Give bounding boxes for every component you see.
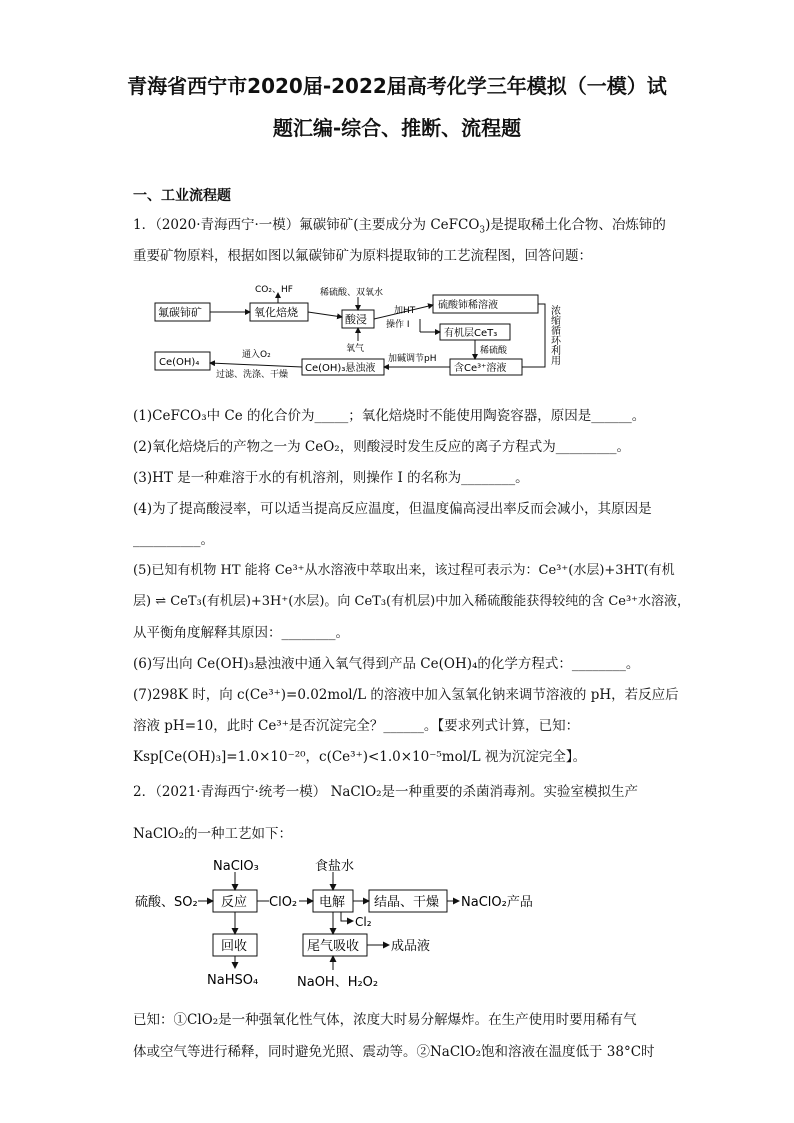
flow1-organic: 有机层CeT₃: [444, 328, 498, 339]
flow2-brine: 食盐水: [315, 859, 355, 874]
flow2-clo2: ClO₂: [269, 895, 298, 910]
q1-part1: (1)CeFCO₃中 Ce 的化合价为_____；氧化焙烧时不能使用陶瓷容器，原因是______。: [133, 408, 646, 424]
flow2-recover: 回收: [221, 939, 248, 954]
flow1-adjust: 加碱调节pH: [388, 354, 437, 364]
flow1-ore: 氟碳铈矿: [158, 306, 202, 319]
q2-known-line2: 体或空气等进行稀释，同时避免光照、震动等。②NaClO₂饱和溶液在温度低于 38°C时: [133, 1044, 655, 1060]
q2-known-line1: 已知：①ClO₂是一种强氧化性气体，浓度大时易分解爆炸。在生产使用时要用稀有气: [133, 1012, 637, 1028]
page-title-line1: 青海省西宁市2020届-2022届高考化学三年模拟（一模）试: [127, 74, 667, 98]
q1-part3: (3)HT 是一种难溶于水的有机溶剂，则操作 I 的名称为________。: [133, 470, 529, 486]
flow2-nahso4: NaHSO₄: [207, 973, 259, 988]
section-heading: 一、工业流程题: [133, 188, 231, 204]
flow1-ce3sol: 含Ce³⁺溶液: [454, 363, 507, 374]
flow1-co2hf: CO₂、HF: [255, 285, 293, 295]
q1-intro-line1: 1．（2020·青海西宁·一模）氟碳铈矿(主要成分为 CeFCO$_3$)是提取稀土化合物、冶炼铈的: [133, 217, 666, 236]
flow2-electro: 电解: [319, 895, 346, 910]
flow1-acid: 稀硫酸、双氧水: [320, 288, 384, 298]
flow2-naoh: NaOH、H₂O₂: [297, 975, 379, 990]
q2-intro-line1: 2．（2021·青海西宁·统考一模） NaClO₂是一种重要的杀菌消毒剂。实验室模拟生产: [133, 784, 639, 800]
q1-intro-line2: 重要矿物原料，根据如图以氟碳铈矿为原料提取铈的工艺流程图，回答问题：: [133, 248, 592, 264]
flow1-dilH2SO4: 稀硫酸: [480, 346, 508, 356]
flow1-addHT: 加HT: [394, 306, 416, 316]
q2-flow-diagram: [133, 852, 563, 992]
flow2-cryst: 结晶、干燥: [374, 895, 440, 910]
flow2-feed: 硫酸、SO₂: [135, 895, 198, 910]
page-title-line2: 题汇编-综合、推断、流程题: [272, 116, 522, 140]
flow2-tail: 尾气吸收: [307, 939, 360, 954]
flow1-oxygen: 氧气: [346, 344, 365, 354]
q1-part5-line3: 从平衡角度解释其原因：________。: [133, 625, 349, 641]
q1-part7-line3: Ksp[Ce(OH)₃]=1.0×10⁻²⁰，c(Ce³⁺)<1.0×10⁻⁵mol/L 视为沉淀完全】。: [133, 749, 587, 765]
q1-part7-line2: 溶液 pH=10，此时 Ce³⁺是否沉淀完全？______。【要求列式计算，已知：: [133, 718, 580, 734]
flow1-leach: 酸浸: [345, 313, 367, 326]
flow2-product: NaClO₂产品: [461, 895, 533, 910]
q2-intro-line2: NaClO₂的一种工艺如下：: [133, 826, 292, 842]
q1-part6: (6)写出向 Ce(OH)₃悬浊液中通入氧气得到产品 Ce(OH)₄的化学方程式：________。: [133, 656, 640, 672]
flow2-react: 反应: [221, 895, 248, 910]
q1-part2: (2)氧化焙烧后的产物之一为 CeO₂，则酸浸时发生反应的离子方程式为_________。: [133, 439, 630, 455]
flow1-product: Ce(OH)₄: [159, 357, 200, 368]
flow2-naclo3: NaClO₃: [213, 859, 259, 874]
flow1-op1: 操作 I: [386, 320, 410, 330]
flow1-susp: Ce(OH)₃悬浊液: [305, 363, 376, 374]
flow1-addO2: 通入O₂: [242, 350, 271, 360]
q1-part4: (4)为了提高酸浸率，可以适当提高反应温度，但温度偏高浸出率反而会减小，其原因是: [133, 501, 652, 517]
q1-flow-diagram: [150, 283, 570, 383]
flow1-sulfate: 硫酸铈稀溶液: [438, 300, 498, 311]
flow1-filter: 过滤、洗涤、干燥: [216, 370, 289, 380]
q1-part5-line1: (5)已知有机物 HT 能将 Ce³⁺从水溶液中萃取出来，该过程可表示为：Ce³⁺(水层)+3HT(有机: [133, 563, 675, 578]
flow1-roast: 氧化焙烧: [254, 306, 298, 319]
q1-part5-line2: 层) ⇌ CeT₃(有机层)+3H⁺(水层)。向 CeT₃(有机层)中加入稀硫酸能获得较纯的含 Ce³⁺水溶液，: [133, 594, 691, 609]
flow2-finished: 成品液: [391, 939, 431, 954]
flow1-recycle: 浓缩循环利用: [548, 305, 560, 365]
q1-part4-blank: __________。: [133, 532, 214, 548]
flow2-cl2: Cl₂: [355, 915, 372, 929]
q1-part7-line1: (7)298K 时，向 c(Ce³⁺)=0.02mol/L 的溶液中加入氢氧化钠来调节溶液的 pH，若反应后: [133, 687, 679, 703]
